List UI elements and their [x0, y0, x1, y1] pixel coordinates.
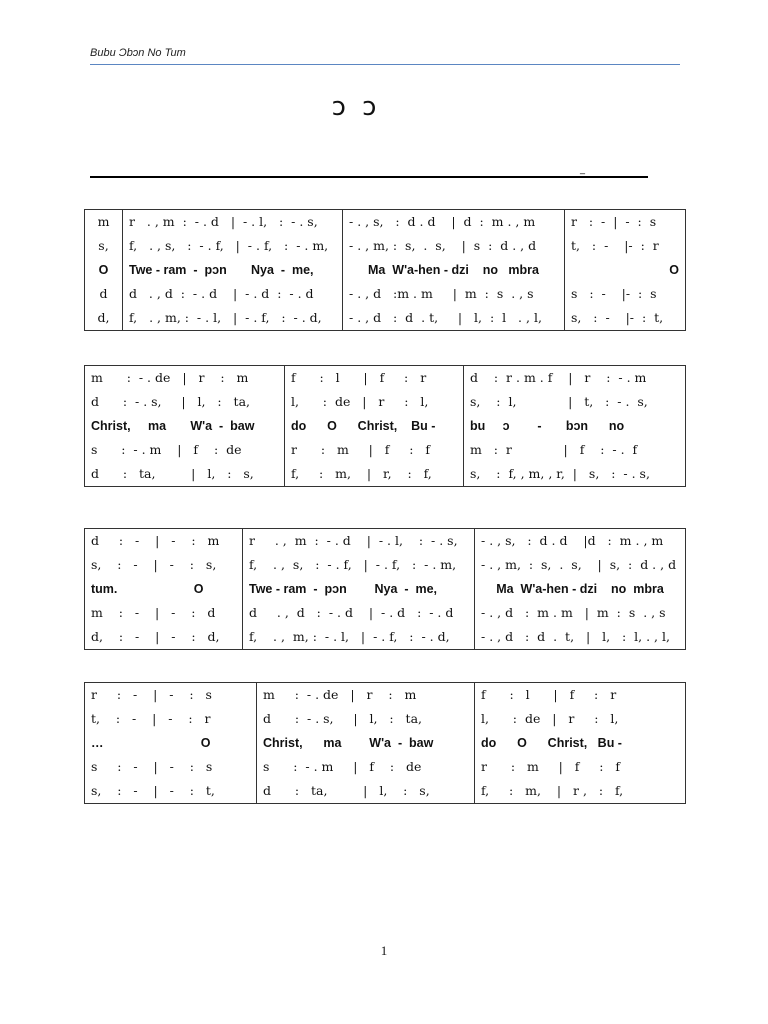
score-cell: s, : - | - : s,: [85, 553, 243, 577]
lyrics-row: [85, 414, 686, 438]
lyrics-row: [85, 258, 686, 282]
lyrics-row: [85, 577, 686, 601]
score-cell: - . , d : m . m | m : s . , s: [475, 601, 686, 625]
score-cell: d . , d : - . d | - . d : - . d: [243, 601, 475, 625]
lyric-cell: O: [85, 258, 123, 282]
part-alto: [85, 234, 686, 258]
lyric-cell: O: [565, 258, 686, 282]
score-cell: r : - | - : s: [85, 683, 257, 708]
score-cell: - . , s, : d . d | d : m . , m: [343, 210, 565, 235]
score-cell: r . , m : - . d | - . l, : - . s,: [123, 210, 343, 235]
score-system-2: [84, 365, 686, 487]
page-title: ɔ ɔ: [331, 92, 381, 122]
score-cell: s : - | - : s: [85, 755, 257, 779]
score-cell: f, . , m, : - . l, | - . f, : - . d,: [243, 625, 475, 650]
part-alto: [85, 707, 686, 731]
part-tenor: [85, 282, 686, 306]
part-alto: [85, 553, 686, 577]
score-cell: r : m | f : f: [285, 438, 464, 462]
score-cell: - . , d :m . m | m : s . , s: [343, 282, 565, 306]
score-cell: s, : f, , m, , r, | s, : - . s,: [464, 462, 686, 487]
lyric-cell: … O: [85, 731, 257, 755]
score-cell: d : - | - : m: [85, 529, 243, 554]
subtitle-rule: [90, 176, 648, 178]
score-cell: d . , d : - . d | - . d : - . d: [123, 282, 343, 306]
score-cell: r : m | f : f: [475, 755, 686, 779]
score-cell: s : - . m | f : de: [257, 755, 475, 779]
score-cell: t, : - |- : r: [565, 234, 686, 258]
page-number: 1: [380, 943, 388, 958]
part-soprano: [85, 366, 686, 391]
score-cell: - . , d : d . t, | l, : l . , l,: [343, 306, 565, 331]
part-bass: [85, 625, 686, 650]
score-cell: d : - . s, | l, : ta,: [85, 390, 285, 414]
lyric-cell: bu ɔ - bɔn no: [464, 414, 686, 438]
lyric-cell: do O Christ, Bu -: [475, 731, 686, 755]
lyrics-row: [85, 731, 686, 755]
score-cell: m : - . de | r : m: [257, 683, 475, 708]
lyric-cell: Christ, ma W'a - baw: [257, 731, 475, 755]
score-cell: s : - . m | f : de: [85, 438, 285, 462]
score-cell: - . , d : d . t, | l, : l, . , l,: [475, 625, 686, 650]
score-system-3: [84, 528, 686, 650]
part-bass: [85, 462, 686, 487]
score-cell: d: [85, 282, 123, 306]
score-cell: l, : de | r : l,: [285, 390, 464, 414]
part-soprano: [85, 529, 686, 554]
part-soprano: [85, 210, 686, 235]
score-cell: m : r | f : - . f: [464, 438, 686, 462]
running-header: Bubu Ɔbɔn No Tum: [90, 47, 186, 59]
lyric-cell: Twe - ram - pɔn Nya - me,: [123, 258, 343, 282]
score-cell: s, : - |- : t,: [565, 306, 686, 331]
score-cell: d : - . s, | l, : ta,: [257, 707, 475, 731]
part-bass: [85, 779, 686, 804]
score-cell: - . , m, : s, . s, | s, : d . , d: [475, 553, 686, 577]
lyric-cell: tum. O: [85, 577, 243, 601]
score-cell: t, : - | - : r: [85, 707, 257, 731]
score-cell: d : ta, | l, : s,: [85, 462, 285, 487]
score-system-4: [84, 682, 686, 804]
score-cell: f, : m, | r, : f,: [285, 462, 464, 487]
score-cell: s, : - | - : t,: [85, 779, 257, 804]
score-cell: l, : de | r : l,: [475, 707, 686, 731]
score-system-1: [84, 209, 686, 331]
score-cell: - . , s, : d . d |d : m . , m: [475, 529, 686, 554]
score-cell: f : l | f : r: [475, 683, 686, 708]
score-cell: f, . , s, : - . f, | - . f, : - . m,: [123, 234, 343, 258]
header-divider: [90, 64, 680, 65]
part-bass: [85, 306, 686, 331]
part-tenor: [85, 438, 686, 462]
part-alto: [85, 390, 686, 414]
score-cell: m : - | - : d: [85, 601, 243, 625]
part-tenor: [85, 601, 686, 625]
lyric-cell: Christ, ma W'a - baw: [85, 414, 285, 438]
score-cell: s,: [85, 234, 123, 258]
score-cell: s : - |- : s: [565, 282, 686, 306]
score-cell: r . , m : - . d | - . l, : - . s,: [243, 529, 475, 554]
part-soprano: [85, 683, 686, 708]
score-cell: f, : m, | r , : f,: [475, 779, 686, 804]
score-cell: m: [85, 210, 123, 235]
score-cell: d : ta, | l, : s,: [257, 779, 475, 804]
lyric-cell: Ma W'a-hen - dzi no mbra: [343, 258, 565, 282]
lyric-cell: Twe - ram - pɔn Nya - me,: [243, 577, 475, 601]
score-cell: - . , m, : s, . s, | s : d . , d: [343, 234, 565, 258]
part-tenor: [85, 755, 686, 779]
lyric-cell: do O Christ, Bu -: [285, 414, 464, 438]
score-cell: s, : l, | t, : - . s,: [464, 390, 686, 414]
subtitle-mark: _: [580, 164, 585, 175]
score-cell: d,: [85, 306, 123, 331]
score-cell: f, . , s, : - . f, | - . f, : - . m,: [243, 553, 475, 577]
score-cell: r : - | - : s: [565, 210, 686, 235]
score-cell: f, . , m, : - . l, | - . f, : - . d,: [123, 306, 343, 331]
lyric-cell: Ma W'a-hen - dzi no mbra: [475, 577, 686, 601]
score-cell: f : l | f : r: [285, 366, 464, 391]
score-cell: m : - . de | r : m: [85, 366, 285, 391]
score-cell: d : r . m . f | r : - . m: [464, 366, 686, 391]
score-cell: d, : - | - : d,: [85, 625, 243, 650]
